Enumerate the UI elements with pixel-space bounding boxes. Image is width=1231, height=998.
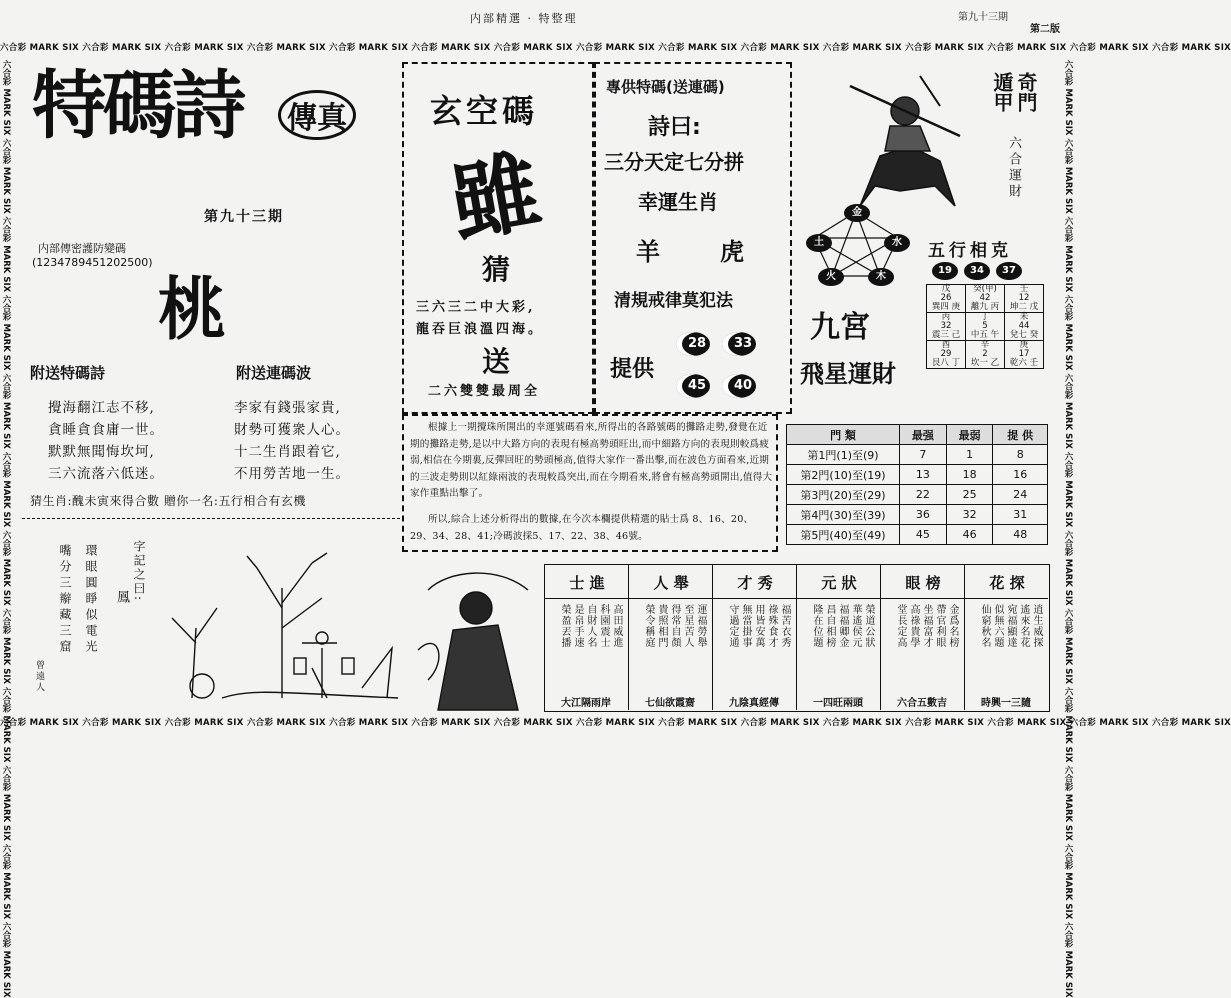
- left-title-suffix: 傳真: [278, 90, 356, 140]
- element-earth: 土: [806, 234, 832, 252]
- ranking-text-col: 帶官利眼: [934, 604, 945, 648]
- stats-cell: 1: [946, 445, 993, 465]
- ranking-text-col: 昌自相榜: [824, 604, 835, 648]
- zodiac-1: 羊: [636, 237, 660, 266]
- ranking-title: 才 秀: [712, 568, 797, 598]
- analysis-paragraph-1: 根據上一期攪珠所開出的幸運號碼看來,所得出的各路號碼的攤路走勢,發覺在近期的攤路走勢,是以中大路方向的表現有極高勢頭旺出,而中細路方向的表現則較爲疲弱,相信在今期裏,反彈回旺的勢頭極高,值得大家作一番出擊,而在波色方面看來,近期的三波走勢則以紅綠兩波的表現較爲突出,而在今期看來,將會有極高勢頭開出,值得大家作重點出擊了。: [410, 422, 773, 500]
- ranking-text-col: 得常自顏: [669, 604, 680, 648]
- ranking-text-col: 仙窮秋名: [979, 604, 990, 648]
- flying-star-title: 飛星運財: [800, 360, 896, 388]
- ranking-text-col: 榮道公狀: [863, 604, 874, 648]
- stats-cell: 第5門(40)至(49): [787, 525, 900, 545]
- element-metal: 金: [844, 204, 870, 222]
- ranking-text-col: 金爲名榜: [947, 604, 958, 648]
- ranking-footer: 一四旺兩頭: [813, 698, 863, 709]
- table-row: [787, 465, 1048, 485]
- stats-cell: 32: [946, 505, 993, 525]
- ranking-divider: [964, 564, 965, 710]
- palace-cell: 酉 29 艮八 丁: [927, 341, 966, 369]
- ranking-text-col: 用皆安萬: [753, 604, 764, 648]
- stats-cell: 18: [946, 465, 993, 485]
- ranking-text-col: 貴照相門: [656, 604, 667, 648]
- palace-cell: 戊 26 巽四 庚: [927, 285, 966, 313]
- number-ball-3: 45: [676, 374, 710, 398]
- header-edition: 第二版: [1030, 24, 1060, 35]
- ranking-footer: 九陰真經傳: [729, 698, 779, 709]
- ranking-title: 士 進: [544, 568, 629, 598]
- band-text: 六合彩 MARK SIX: [0, 43, 80, 53]
- number-ball-1: 28: [676, 332, 710, 356]
- number-ball-4: 40: [722, 374, 756, 398]
- ranking-text-col: 榮令稱庭: [643, 604, 654, 648]
- ranking-text-col: 至星苦人: [682, 604, 693, 648]
- ranking-title: 元 狀: [796, 568, 881, 598]
- middle-send-line: 二六雙雙最周全: [428, 384, 541, 399]
- supply-label: 提供: [610, 357, 655, 382]
- element-wood: 木: [868, 268, 894, 286]
- ranking-text-col: 榮盈丟播: [559, 604, 570, 648]
- ranking-text-col: 堂長定高: [895, 604, 906, 648]
- palace-cell: 丙 32 震三 己: [927, 313, 966, 341]
- five-number-3: 37: [996, 262, 1022, 280]
- stats-cell: 22: [900, 485, 947, 505]
- ranking-text-col: 自財人名: [585, 604, 596, 648]
- ranking-text-col: 福福卿金: [837, 604, 848, 648]
- ranking-footer: 七仙欲霞齋: [645, 698, 695, 709]
- stats-header: 最弱: [946, 425, 993, 445]
- stats-cell: 第3門(20)至(29): [787, 485, 900, 505]
- ranking-text-col: 運福勞舉: [695, 604, 706, 648]
- wave-poem-line-4: 不用勞苦地一生。: [234, 466, 350, 482]
- stats-cell: 48: [993, 525, 1048, 545]
- anti-fake-label: 内部傳密護防變碼: [38, 242, 126, 255]
- ranking-text-col: 華遙侯元: [850, 604, 861, 648]
- qimen-title: 奇門遁甲: [990, 72, 1038, 112]
- element-water: 水: [884, 234, 910, 252]
- palace-cell: 壬 12 坤二 戊: [1005, 285, 1044, 313]
- number-ball-2: 33: [722, 332, 756, 356]
- special-poem-title: 附送特碼詩: [30, 364, 106, 382]
- middle-calligraphy: 雖: [442, 139, 548, 256]
- ranking-text-col: 是帛手速: [572, 604, 583, 648]
- palace-cell: 癸(甲) 42 離九 丙: [966, 285, 1005, 313]
- stats-cell: 25: [946, 485, 993, 505]
- ranking-divider: [544, 564, 545, 710]
- ranking-title: 花 探: [964, 568, 1049, 598]
- ranking-text-col: 隆在位題: [811, 604, 822, 648]
- header-issue: 第九十三期: [958, 12, 1008, 23]
- ranking-text-col: 無當掛事: [740, 604, 751, 648]
- table-row: [787, 505, 1048, 525]
- ranking-text-col: 遙來名花: [1018, 604, 1029, 648]
- left-title: 特碼詩: [32, 63, 242, 149]
- zodiac-2: 虎: [720, 237, 744, 266]
- riddle-col-1: 環眼圓睜似電光: [84, 544, 98, 656]
- riddle-answer: 鳳: [114, 590, 129, 605]
- table-row: [787, 445, 1048, 465]
- ranking-text-col: 似無六題: [992, 604, 1003, 648]
- palace-cell: 庚 17 乾六 壬: [1005, 341, 1044, 369]
- analysis-paragraph-2: 所以,綜合上述分析得出的數據,在今次本欄提供精選的貼士爲 8、16、20、29、34、28、41;冷碼波採5、17、22、38、46號。: [410, 514, 754, 542]
- nine-palace-title: 九宮: [810, 310, 870, 345]
- stats-cell: 第2門(10)至(19): [787, 465, 900, 485]
- palace-cell: 丁 5 中五 午: [966, 313, 1005, 341]
- ranking-text-col: 高祿貴學: [908, 604, 919, 648]
- header-center-text: 内部精選 · 特整理: [470, 12, 578, 25]
- stats-header-row: [787, 425, 1048, 445]
- village-illustration: [162, 548, 398, 708]
- ranking-text-col: 福苦衣秀: [779, 604, 790, 648]
- stats-cell: 第1門(1)至(9): [787, 445, 900, 465]
- five-number-2: 34: [964, 262, 990, 280]
- ranking-text-col: 高田威進: [611, 604, 622, 648]
- special-poem-line-2: 貪睡貪食庸一世。: [48, 422, 164, 438]
- top-band: 六合彩 MARK SIX 六合彩 MARK SIX 六合彩 MARK SIX 六合彩 MARK SIX 六合彩 MARK SIX 六合彩 MARK SIX 六合彩 MARK SIX 六合彩 MARK SIX 六合彩 MARK SIX 六合彩 MARK SIX 六合彩 MARK SIX 六合彩 MARK SIX 六合彩 MARK SIX 六合彩 MARK SIX 六合彩 MARK SIX: [0, 43, 1231, 53]
- stats-table: [786, 424, 1048, 545]
- five-elements-title: 五行相克: [928, 241, 1012, 261]
- rule-line: 清規戒律莫犯法: [614, 291, 733, 311]
- palace-cell: 辛 2 坎一 乙: [966, 341, 1005, 369]
- ranking-text-col: 坐福富才: [921, 604, 932, 648]
- right-poem-label: 詩曰:: [648, 115, 701, 140]
- wave-poem-line-3: 十二生肖跟着它,: [234, 444, 341, 460]
- stats-header: 提 供: [993, 425, 1048, 445]
- stats-cell: 46: [946, 525, 993, 545]
- ranking-title: 人 舉: [628, 568, 713, 598]
- stats-cell: 45: [900, 525, 947, 545]
- ranking-text-col: 宛福顯達: [1005, 604, 1016, 648]
- stats-cell: 8: [993, 445, 1048, 465]
- anti-fake-code: (1234789451202500): [32, 256, 153, 269]
- signature: 曾遠人: [34, 660, 44, 693]
- stats-header: 最强: [900, 425, 947, 445]
- five-number-1: 19: [932, 262, 958, 280]
- ranking-divider: [796, 564, 797, 710]
- middle-guess-label: 猜: [482, 253, 511, 286]
- stats-cell: 第4門(30)至(39): [787, 505, 900, 525]
- stats-cell: 24: [993, 485, 1048, 505]
- left-band-text: 六合彩 MARK SIX 六合彩 MARK SIX 六合彩 MARK SIX 六合彩 MARK SIX 六合彩 MARK SIX 六合彩 MARK SIX 六合彩 MARK SIX 六合彩 MARK SIX 六合彩 MARK SIX 六合彩 MARK SIX 六合彩 MARK SIX 六合彩 MARK SIX: [1, 60, 11, 998]
- table-row: [787, 525, 1048, 545]
- wave-poem-line-1: 李家有錢張家貴,: [234, 400, 341, 416]
- stats-header: 門 類: [787, 425, 900, 445]
- riddle-title: 字記之曰:: [132, 540, 146, 603]
- palace-cell: 未 44 兌七 癸: [1005, 313, 1044, 341]
- ranking-text-col: 守過定通: [727, 604, 738, 648]
- special-poem-line-4: 三六流落六低迷。: [48, 466, 164, 482]
- left-band: [0, 60, 16, 998]
- element-fire: 火: [818, 268, 844, 286]
- riddle-col-2: 嘴分三辮藏三窟: [58, 544, 72, 656]
- middle-guess-line-2: 龍吞巨浪溫四海。: [416, 322, 545, 337]
- stats-cell: 13: [900, 465, 947, 485]
- right-band-text: 六合彩 MARK SIX 六合彩 MARK SIX 六合彩 MARK SIX 六合彩 MARK SIX 六合彩 MARK SIX 六合彩 MARK SIX 六合彩 MARK SIX 六合彩 MARK SIX 六合彩 MARK SIX 六合彩 MARK SIX 六合彩 MARK SIX 六合彩 MARK SIX: [1063, 60, 1073, 998]
- ranking-text-col: 逍生威探: [1031, 604, 1042, 648]
- deity-illustration: [408, 560, 542, 710]
- warrior-illustration: [840, 66, 970, 216]
- left-panel: [22, 60, 400, 712]
- ranking-footer: 大江隔雨岸: [561, 698, 611, 709]
- middle-guess-line-1: 三六三二中大彩,: [416, 300, 536, 315]
- stats-cell: 31: [993, 505, 1048, 525]
- ranking-divider: [880, 564, 881, 710]
- ranking-divider: [712, 564, 713, 710]
- special-poem-line-3: 默默無聞悔坎坷,: [48, 444, 155, 460]
- qimen-sub: 六合運財: [1006, 136, 1021, 200]
- nine-palace-grid: [926, 284, 1044, 369]
- divider: [22, 518, 400, 519]
- guess-line: 猜生肖:醜未寅來得合數 贈你一名:五行相合有玄機: [30, 494, 306, 508]
- band-text-bottom: 六合彩 MARK SIX: [0, 718, 80, 728]
- middle-send-label: 送: [482, 345, 511, 378]
- zodiac-title: 幸運生肖: [638, 190, 718, 214]
- main-character: 桃: [158, 271, 227, 350]
- wave-poem-line-2: 財勢可獲衆人心。: [234, 422, 350, 438]
- ranking-text-col: 祿殊食才: [766, 604, 777, 648]
- left-issue: 第九十三期: [204, 209, 284, 225]
- ranking-title: 眼 榜: [880, 568, 965, 598]
- bottom-band: 六合彩 MARK SIX 六合彩 MARK SIX 六合彩 MARK SIX 六合彩 MARK SIX 六合彩 MARK SIX 六合彩 MARK SIX 六合彩 MARK SIX 六合彩 MARK SIX 六合彩 MARK SIX 六合彩 MARK SIX 六合彩 MARK SIX 六合彩 MARK SIX 六合彩 MARK SIX 六合彩 MARK SIX 六合彩 MARK SIX: [0, 718, 1231, 728]
- ranking-divider: [628, 564, 629, 710]
- stats-cell: 16: [993, 465, 1048, 485]
- ranking-footer: 六合五數吉: [897, 698, 947, 709]
- right-band: [1062, 60, 1078, 998]
- wave-poem-title: 附送連碼波: [236, 364, 312, 382]
- ranking-footer: 時興一三隨: [981, 698, 1031, 709]
- middle-title: 玄空碼: [430, 92, 539, 130]
- right-poem-main: 三分天定七分拼: [604, 150, 744, 174]
- special-poem-line-1: 攪海翻江志不移,: [48, 400, 155, 416]
- right-title: 專供特碼(送連碼): [606, 78, 725, 96]
- ranking-text-col: 科園震士: [598, 604, 609, 648]
- stats-cell: 7: [900, 445, 947, 465]
- table-row: [787, 485, 1048, 505]
- stats-cell: 36: [900, 505, 947, 525]
